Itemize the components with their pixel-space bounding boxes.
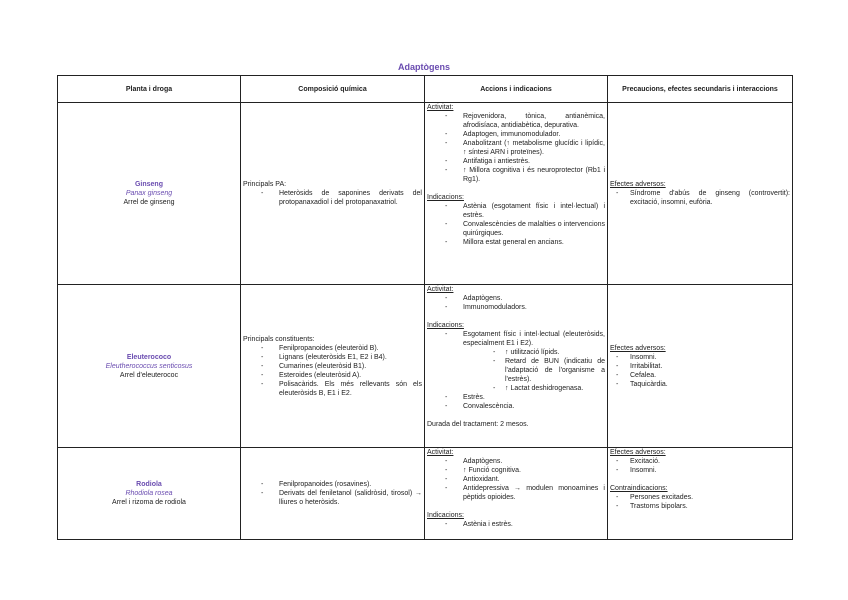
activitat-label: Activitat:: [427, 286, 454, 293]
plant-cell: [58, 448, 241, 540]
list-item: - Convalescència.: [463, 402, 605, 411]
header-composition: Composició química: [241, 76, 425, 103]
effects-label: Efectes adversos:: [610, 181, 666, 188]
effects-list: [610, 353, 790, 389]
indicacions-list: [427, 520, 605, 529]
list-item: - Heteròsids de saponines derivats del protopanaxadiol i del protopanaxatriol.: [279, 189, 422, 207]
list-item-text: Esgotament físic i intel·lectual (eleuteròsids, especialment E1 i E2).: [463, 331, 605, 347]
plant-name: Rodiola: [136, 481, 162, 488]
list-item: - Derivats del feniletanol (salidròsid, tirosol) → lliures o heteròsids.: [279, 489, 422, 507]
precautions-cell: [608, 103, 793, 285]
indicacions-label: Indicacions:: [427, 194, 464, 201]
plant-latin-name: Panax ginseng: [125, 190, 173, 197]
treatment-duration: Durada del tractament: 2 mesos.: [427, 421, 529, 428]
plant-drug: Arrel d'eleuterococ: [119, 371, 179, 379]
header-row: [58, 76, 793, 103]
list-item: - Irritabilitat.: [630, 362, 790, 371]
plant-latin-name: Rhodiola rosea: [125, 490, 173, 497]
indicacions-label: Indicacions:: [427, 512, 464, 519]
precautions-cell: [608, 285, 793, 448]
list-item: - Adaptògens.: [463, 294, 605, 303]
table-row-ginseng: [58, 103, 793, 285]
plant-drug: Arrel i rizoma de rodiola: [112, 499, 186, 506]
indicacions-sublist: [463, 348, 605, 393]
activitat-label: Activitat:: [427, 104, 454, 111]
list-item: - Esteroides (eleuteròsid A).: [279, 371, 422, 380]
list-item: - Astènia (esgotament físic i intel·lectual) i estrès.: [463, 202, 605, 220]
actions-cell: [425, 103, 608, 285]
contraindications-list: [610, 493, 790, 511]
effects-label: Efectes adversos:: [610, 344, 666, 352]
list-item: - Estrès.: [463, 393, 605, 402]
list-item: - Millora estat general en ancians.: [463, 238, 605, 247]
indicacions-list: [427, 330, 605, 411]
list-item: - Polisacàrids. Els més rellevants són els eleuteròsids B, E1 i E2.: [279, 380, 422, 398]
composition-intro: Principals PA:: [243, 181, 287, 188]
activitat-list: [427, 457, 605, 502]
composition-cell: [241, 285, 425, 448]
list-item: - Cumarines (eleuteròsid B1).: [279, 362, 422, 371]
list-item: - Antifatiga i antiestrès.: [463, 157, 605, 166]
actions-cell: [425, 285, 608, 448]
indicacions-list: [427, 202, 605, 247]
list-item: - Insomni.: [630, 353, 790, 362]
activitat-label: Activitat:: [427, 449, 454, 456]
list-item: - Insomni.: [630, 466, 790, 475]
list-item: - Adaptogen, immunomodulador.: [463, 130, 605, 139]
list-item: - ↑ Millora cognitiva i és neuroprotector (Rb1 i Rg1).: [463, 166, 605, 184]
indicacions-label: Indicacions:: [427, 322, 464, 329]
list-item: - ↑ Lactat deshidrogenasa.: [505, 384, 605, 393]
list-item: - Lignans (eleuteròsids E1, E2 i B4).: [279, 353, 422, 362]
table-row-eleuterococo: [58, 285, 793, 448]
precautions-cell: [608, 448, 793, 540]
header-actions: Accions i indicacions: [425, 76, 608, 103]
list-item: - Síndrome d'abús de ginseng (controvertit): excitació, insomni, eufòria.: [630, 189, 790, 207]
list-item: - ↑ Funció cognitiva.: [463, 466, 605, 475]
list-item: - Cefalea.: [630, 371, 790, 380]
actions-cell: [425, 448, 608, 540]
list-item: - Rejovenidora, tònica, antianèmica, afrodisíaca, antidiabètica, depurativa.: [463, 112, 605, 130]
list-item: - Excitació.: [630, 457, 790, 466]
composition-intro: Principals constituents:: [243, 335, 315, 343]
plant-drug: Arrel de ginseng: [123, 199, 175, 206]
page-title: Adaptògens: [397, 62, 450, 72]
plant-name: Eleuterococo: [126, 353, 172, 361]
list-item: - Adaptògens.: [463, 457, 605, 466]
activitat-list: [427, 294, 605, 312]
list-item: - Persones excitades.: [630, 493, 790, 502]
contraindications-label: Contraindicacions:: [610, 485, 668, 492]
list-item: [463, 330, 605, 393]
list-item: - Trastorns bipolars.: [630, 502, 790, 511]
list-item: - Antioxidant.: [463, 475, 605, 484]
header-precautions: Precaucions, efectes secundaris i interaccions: [608, 76, 793, 103]
composition-list: [243, 189, 422, 207]
list-item: - Retard de BUN (indicatiu de l'adaptació de l'organisme a l'estrès).: [505, 357, 605, 384]
effects-label: Efectes adversos:: [610, 449, 666, 456]
plant-latin-name: Eleutherococcus senticosus: [105, 362, 193, 370]
adaptogens-table: [57, 75, 793, 540]
list-item: - Fenilpropanoides (eleuteròid B).: [279, 344, 422, 353]
header-plant: Planta i droga: [58, 76, 241, 103]
table-row-rodiola: [58, 448, 793, 540]
list-item: - Immunomoduladors.: [463, 303, 605, 312]
composition-cell: [241, 103, 425, 285]
effects-list: [610, 189, 790, 207]
composition-cell: [241, 448, 425, 540]
activitat-list: [427, 112, 605, 184]
list-item: - Anabolitzant (↑ metabolisme glucídic i lipídic, ↑ síntesi ARN i proteïnes).: [463, 139, 605, 157]
effects-list: [610, 457, 790, 475]
composition-list: [243, 480, 422, 507]
plant-cell: [58, 103, 241, 285]
list-item: - Taquicàrdia.: [630, 380, 790, 389]
plant-name: Ginseng: [134, 181, 163, 188]
list-item: - Fenilpropanoides (rosavines).: [279, 480, 422, 489]
plant-cell: [58, 285, 241, 448]
list-item: - ↑ utilització lípids.: [505, 348, 605, 357]
list-item: - Convalescències de malalties o intervencions quirúrgiques.: [463, 220, 605, 238]
list-item: - Astènia i estrès.: [463, 520, 605, 529]
composition-list: [243, 344, 422, 398]
list-item: - Antidepressiva → modulen monoamines i pèptids opioides.: [463, 484, 605, 502]
